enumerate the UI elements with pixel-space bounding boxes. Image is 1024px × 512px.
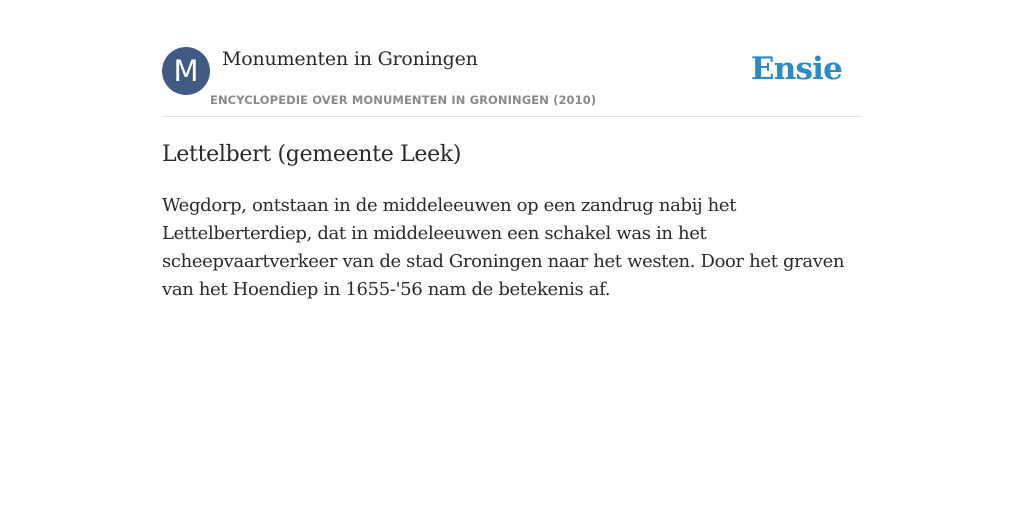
source-header xyxy=(162,46,862,117)
brand-logo[interactable]: Ensie xyxy=(750,51,842,87)
source-subtitle: ENCYCLOPEDIE OVER MONUMENTEN IN GRONINGEN (2010) xyxy=(210,93,597,107)
entry-title: Lettelbert (gemeente Leek) xyxy=(162,142,462,167)
entry-body: Wegdorp, ontstaan in de middeleeuwen op een zandrug nabij het Lettelberterdiep, dat in middeleeuwen een schakel was in het scheepvaartverkeer van de stad Groningen naar het westen. Door het graven van het Hoendiep in 1655-'56 nam de betekenis af. xyxy=(162,195,845,300)
source-title[interactable]: Monumenten in Groningen xyxy=(222,48,478,70)
avatar[interactable]: M xyxy=(162,47,210,95)
